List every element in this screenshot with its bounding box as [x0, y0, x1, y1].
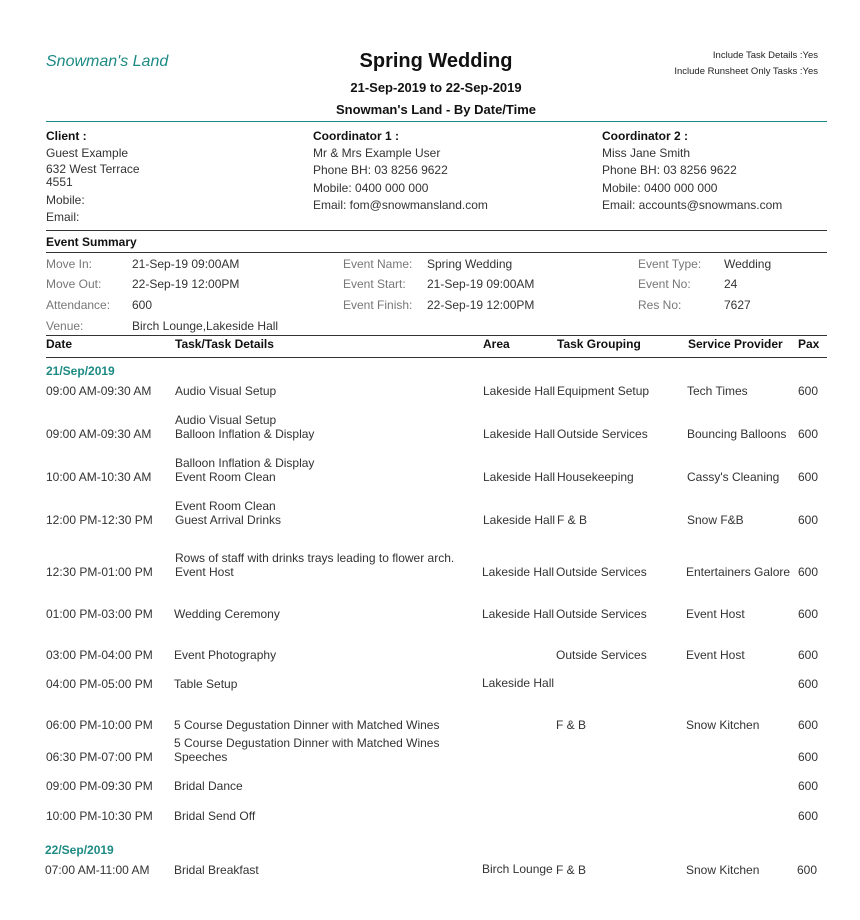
row-area: Lakeside Hall	[483, 384, 556, 398]
coordinator2-name: Miss Jane Smith	[602, 146, 691, 160]
row-provider: Entertainers Galore	[686, 565, 791, 579]
event-finish-value: 22-Sep-19 12:00PM	[427, 298, 535, 312]
option-runsheet-tasks: Include Runsheet Only Tasks :Yes	[674, 66, 818, 77]
coordinator2-heading: Coordinator 2 :	[602, 129, 688, 143]
row-task: Bridal Dance	[174, 779, 243, 793]
row-provider: Snow Kitchen	[686, 863, 760, 877]
row-pax: 600	[798, 470, 819, 484]
summary-heading: Event Summary	[46, 235, 137, 249]
row-grouping: Outside Services	[556, 607, 647, 621]
row-provider: Snow Kitchen	[686, 718, 760, 732]
row-task: Bridal Breakfast	[174, 863, 259, 877]
brand-name: Snowman's Land	[46, 53, 169, 70]
row-pax: 600	[797, 863, 818, 877]
row-detail: 5 Course Degustation Dinner with Matched Wines	[174, 736, 440, 750]
res-no-value: 7627	[724, 298, 751, 312]
attendance-value: 600	[132, 298, 153, 312]
row-provider: Event Host	[686, 648, 745, 662]
coordinator2-email: Email: accounts@snowmans.com	[602, 198, 783, 212]
client-mobile: Mobile:	[46, 193, 85, 207]
row-task: Event Host	[175, 565, 234, 579]
row-task: 5 Course Degustation Dinner with Matched Wines	[174, 718, 440, 732]
row-detail: Rows of staff with drinks trays leading to flower arch.	[175, 551, 455, 565]
event-start-value: 21-Sep-19 09:00AM	[427, 277, 535, 291]
attendance-label: Attendance:	[46, 298, 111, 312]
move-in-value: 21-Sep-19 09:00AM	[132, 257, 240, 271]
row-provider: Event Host	[686, 607, 745, 621]
row-time: 03:00 PM-04:00 PM	[46, 648, 153, 662]
row-pax: 600	[798, 779, 819, 793]
row-provider: Cassy's Cleaning	[687, 470, 780, 484]
coordinator2-mobile: Mobile: 0400 000 000	[602, 181, 718, 195]
row-area: Lakeside Hall	[483, 427, 556, 441]
row-pax: 600	[798, 513, 819, 527]
row-area: Lakeside Hall	[482, 676, 555, 690]
row-area: Birch Lounge	[482, 862, 553, 876]
coordinator1-phone: Phone BH: 03 8256 9622	[313, 163, 448, 177]
row-detail: Audio Visual Setup	[175, 413, 277, 427]
row-detail: Event Room Clean	[175, 499, 276, 513]
column-header-pax: Pax	[798, 337, 820, 351]
summary-heading-divider	[46, 252, 827, 253]
report-dates: 21-Sep-2019 to 22-Sep-2019	[350, 80, 522, 95]
summary-top-divider	[46, 230, 827, 231]
row-time: 12:30 PM-01:00 PM	[46, 565, 153, 579]
column-header-area: Area	[483, 337, 510, 351]
row-task: Audio Visual Setup	[175, 384, 277, 398]
table-top-divider	[46, 335, 827, 336]
row-grouping: F & B	[556, 718, 587, 732]
row-area: Lakeside Hall	[483, 470, 556, 484]
row-grouping: Equipment Setup	[557, 384, 650, 398]
client-heading: Client :	[46, 129, 87, 143]
column-header-grouping: Task Grouping	[557, 337, 641, 351]
row-pax: 600	[798, 809, 819, 823]
client-address: 632 West Terrace	[46, 162, 140, 176]
row-time: 04:00 PM-05:00 PM	[46, 677, 153, 691]
row-time: 09:00 PM-09:30 PM	[46, 779, 153, 793]
row-pax: 600	[798, 427, 819, 441]
row-task: Table Setup	[174, 677, 238, 691]
row-grouping: Housekeeping	[557, 470, 634, 484]
coordinator1-name: Mr & Mrs Example User	[313, 146, 441, 160]
row-task: Event Photography	[174, 648, 277, 662]
row-grouping: F & B	[556, 863, 587, 877]
move-out-value: 22-Sep-19 12:00PM	[132, 277, 240, 291]
event-type-label: Event Type:	[638, 257, 702, 271]
table-header-divider	[46, 357, 827, 358]
row-pax: 600	[798, 565, 819, 579]
venue-label: Venue:	[46, 319, 84, 333]
event-name-label: Event Name:	[343, 257, 413, 271]
event-name-value: Spring Wedding	[427, 257, 513, 271]
option-task-details: Include Task Details :Yes	[712, 50, 818, 61]
row-time: 06:00 PM-10:00 PM	[46, 718, 153, 732]
column-header-provider: Service Provider	[688, 337, 783, 351]
row-time: 12:00 PM-12:30 PM	[46, 513, 153, 527]
event-start-label: Event Start:	[343, 277, 406, 291]
row-task: Balloon Inflation & Display	[175, 427, 315, 441]
move-in-label: Move In:	[46, 257, 93, 271]
event-no-value: 24	[724, 277, 738, 291]
coordinator1-heading: Coordinator 1 :	[313, 129, 399, 143]
row-pax: 600	[798, 750, 819, 764]
row-pax: 600	[798, 607, 819, 621]
row-grouping: Outside Services	[557, 427, 648, 441]
report-title: Spring Wedding	[359, 50, 513, 72]
res-no-label: Res No:	[638, 298, 682, 312]
day-heading-2: 22/Sep/2019	[45, 843, 114, 857]
row-provider: Tech Times	[687, 384, 748, 398]
client-email: Email:	[46, 210, 80, 224]
header-divider	[46, 121, 827, 122]
row-grouping: F & B	[557, 513, 588, 527]
column-header-date: Date	[46, 337, 73, 351]
coordinator1-email: Email: fom@snowmansland.com	[313, 198, 488, 212]
row-time: 06:30 PM-07:00 PM	[46, 750, 153, 764]
row-time: 10:00 AM-10:30 AM	[46, 470, 152, 484]
row-pax: 600	[798, 648, 819, 662]
row-time: 07:00 AM-11:00 AM	[45, 863, 150, 877]
column-header-task: Task/Task Details	[175, 337, 274, 351]
coordinator1-mobile: Mobile: 0400 000 000	[313, 181, 429, 195]
row-time: 01:00 PM-03:00 PM	[46, 607, 153, 621]
row-provider: Snow F&B	[687, 513, 744, 527]
row-time: 09:00 AM-09:30 AM	[46, 384, 152, 398]
row-task: Wedding Ceremony	[174, 607, 280, 621]
row-task: Guest Arrival Drinks	[175, 513, 282, 527]
event-finish-label: Event Finish:	[343, 298, 413, 312]
row-grouping: Outside Services	[556, 565, 647, 579]
row-provider: Bouncing Balloons	[687, 427, 787, 441]
report-subtitle: Snowman's Land - By Date/Time	[335, 102, 537, 117]
move-out-label: Move Out:	[46, 277, 102, 291]
row-time: 09:00 AM-09:30 AM	[46, 427, 152, 441]
client-name: Guest Example	[46, 146, 129, 160]
event-type-value: Wedding	[724, 257, 772, 271]
client-postcode: 4551	[46, 175, 73, 189]
venue-value: Birch Lounge,Lakeside Hall	[132, 319, 279, 333]
row-task: Event Room Clean	[175, 470, 276, 484]
row-time: 10:00 PM-10:30 PM	[46, 809, 153, 823]
row-area: Lakeside Hall	[482, 565, 555, 579]
row-area: Lakeside Hall	[482, 607, 555, 621]
row-pax: 600	[798, 718, 819, 732]
row-task: Bridal Send Off	[174, 809, 256, 823]
coordinator2-phone: Phone BH: 03 8256 9622	[602, 163, 737, 177]
row-area: Lakeside Hall	[483, 513, 556, 527]
day-heading-1: 21/Sep/2019	[46, 364, 115, 378]
row-pax: 600	[798, 384, 819, 398]
row-pax: 600	[798, 677, 819, 691]
row-detail: Balloon Inflation & Display	[175, 456, 315, 470]
event-no-label: Event No:	[638, 277, 691, 291]
row-grouping: Outside Services	[556, 648, 647, 662]
row-task: Speeches	[174, 750, 228, 764]
